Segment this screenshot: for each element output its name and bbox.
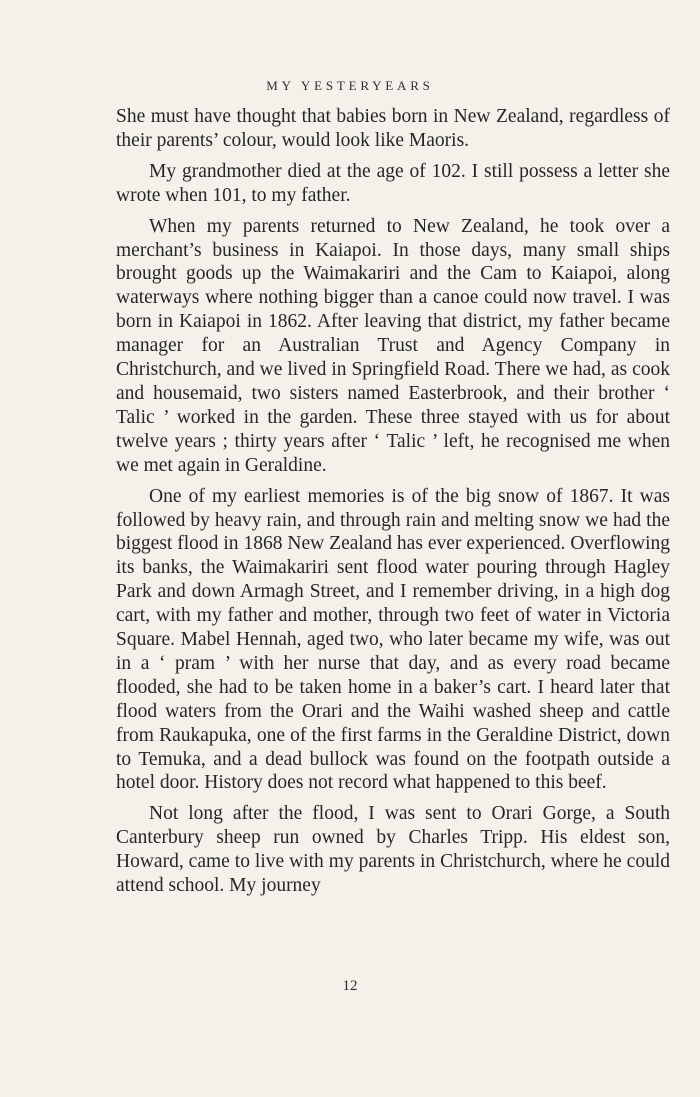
paragraph-orari-gorge: Not long after the flood, I was sent to Orari Gorge, a South Canterbury sheep run owned by Charles Tripp. His eldest son, Howard, came to live with my parents in Christchurch, where he could attend school. My journey bbox=[116, 803, 670, 897]
paragraph-continued: She must have thought that babies born in New Zealand, regardless of their parents’ colour, would look like Maoris. bbox=[116, 106, 670, 151]
paragraph-kaiapoi: When my parents returned to New Zealand, he took over a merchant’s business in Kaiapoi. In those days, many small ships brought goods up the Waimakariri and the Cam to Kaiapoi, along waterways where nothing bigger than a canoe could now travel. I was born in Kaiapoi in 1862. After leaving that district, my father became manager for an Australian Trust and Agency Company in Christchurch, and we lived in Springfield Road. There we had, as cook and housemaid, two sisters named Easterbrook, and their brother ‘ Talic ’ worked in the garden. These three stayed with us for about twelve years ; thirty years after ‘ Talic ’ left, he recognised me when we met again in Geraldine. bbox=[116, 215, 670, 476]
paragraph-flood: One of my earliest memories is of the big snow of 1867. It was followed by heavy rain, and through rain and melting snow we had the biggest flood in 1868 New Zealand has ever experienced. Overflowing its banks, the Waimakariri sent flood water pouring through Hagley Park and down Armagh Street, and I remember driving, in a high dog cart, with my father and mother, through two feet of water in Victoria Square. Mabel Hennah, aged two, who later became my wife, was out in a ‘ pram ’ with her nurse that day, and as every road became flooded, she had to be taken home in a baker’s cart. I heard later that flood waters from the Orari and the Waihi washed sheep and cattle from Raukapuka, one of the first farms in the Geraldine District, down to Temuka, and a dead bullock was found on the footpath outside a hotel door. History does not record what happened to this beef. bbox=[116, 485, 670, 794]
page-number: 12 bbox=[342, 978, 358, 994]
body-text bbox=[116, 105, 670, 898]
paragraph-grandmother: My grandmother died at the age of 102. I still possess a letter she wrote when 101, to my father. bbox=[116, 160, 670, 206]
running-head: MY YESTERYEARS bbox=[266, 78, 434, 93]
